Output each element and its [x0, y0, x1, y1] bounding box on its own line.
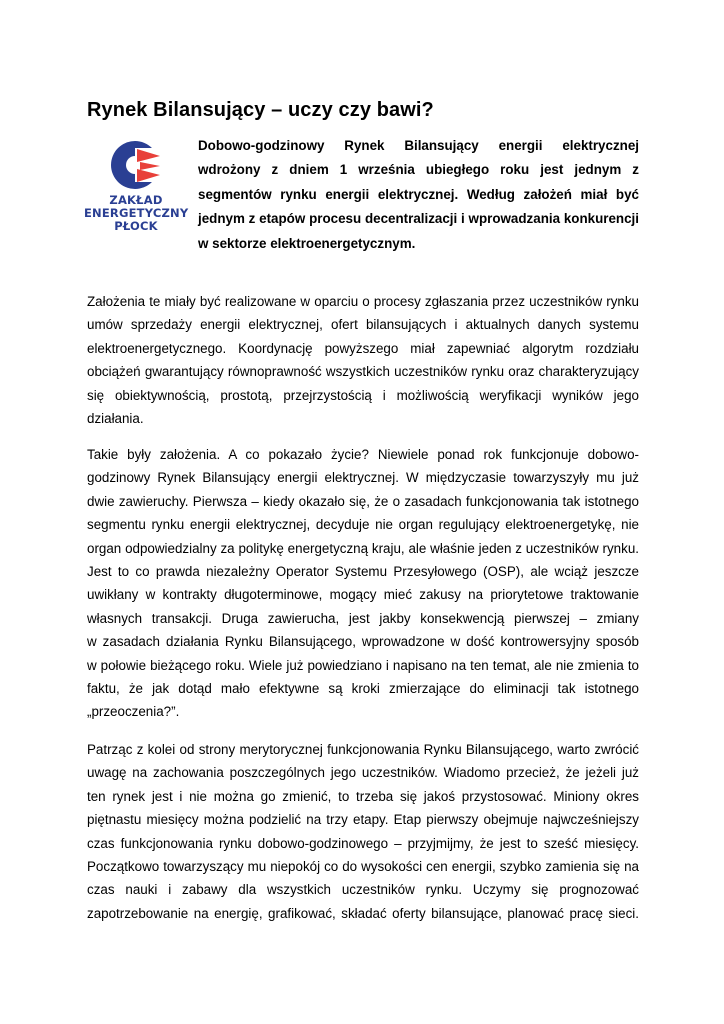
text-line: segmentu rynku energii elektrycznej, decyduje nie organ regulujący elektroenergetykę, nie — [87, 517, 639, 533]
body-paragraph-2 — [87, 443, 639, 724]
text-line: elektroenergetycznego. Koordynację powyższego miał zapewniać algorytm rozdziału — [87, 340, 639, 356]
text-line: umów sprzedaży energii elektrycznej, ofert bilansujących i aktualnych danych systemu — [87, 317, 639, 333]
text-line: Patrząc z kolei od strony merytorycznej funkcjonowania Rynku Bilansującego, warto zwrócić — [87, 742, 639, 757]
lead-paragraph — [198, 134, 639, 256]
text-line: godzinowy Rynek Bilansujący energii elektrycznej. W międzyczasie towarzyszyły mu już — [87, 470, 639, 486]
lead-line: wdrożony z dniem 1 września ubiegłego roku jest jednym z — [198, 162, 639, 178]
lead-line: w sektorze elektroenergetycznym. — [198, 235, 416, 251]
logo-mark-icon — [110, 138, 162, 192]
text-line: własnych transakcji. Druga zawierucha, jest jakby konsekwencją pierwszej – zmiany — [87, 610, 639, 626]
lead-line: Dobowo-godzinowy Rynek Bilansujący energii elektrycznej — [198, 138, 639, 153]
text-line: ten rynek jest i nie można go zmienić, to trzeba się jakoś przystosować. Miniony okres — [87, 788, 639, 804]
text-line: czas nauki i zabawy dla wszystkich uczestników rynku. Uczymy się prognozować — [87, 882, 639, 898]
text-line: czas funkcjonowania rynku dobowo-godzinowego – przyjmijmy, że jest to sześć miesięcy. — [87, 835, 639, 851]
company-logo — [84, 138, 188, 240]
text-line: Takie były założenia. A co pokazało życie? Niewiele ponad rok funkcjonuje dobowo- — [87, 447, 639, 462]
document-title: Rynek Bilansujący – uczy czy bawi? — [87, 99, 434, 121]
lead-line: jednym z etapów procesu decentralizacji i wprowadzania konkurencji — [198, 211, 639, 227]
text-line: faktu, że jak dotąd mało efektywne są kroki zmierzające do eliminacji tak istotnego — [87, 680, 639, 696]
text-line: Założenia te miały być realizowane w oparciu o procesy zgłaszania przez uczestników rynku — [87, 294, 639, 309]
logo-line-2: ENERGETYCZNY — [84, 206, 189, 220]
logo-line-1: ZAKŁAD — [109, 193, 163, 207]
body-paragraph-1 — [87, 290, 639, 430]
lead-line: segmentów rynku energii elektrycznej. Według założeń miał być — [198, 186, 639, 202]
text-line: uwikłany w kontrakty długoterminowe, mogący mieć zakusy na priorytetowe traktowanie — [87, 587, 639, 603]
logo-wordmark — [84, 194, 188, 233]
text-line: piętnastu miesięcy można podzielić na trzy etapy. Etap pierwszy obejmuje najwcześniejszy — [87, 812, 639, 828]
text-line: działania. — [87, 410, 144, 426]
text-line: organ odpowiedzialny za politykę energetyczną kraju, ale właśnie jeden z uczestników rynku. — [87, 540, 639, 556]
text-line: się obiektywnością, prostotą, przejrzystością i możliwością weryfikacji wyników jego — [87, 387, 639, 403]
text-line: zapotrzebowanie na energię, grafikować, składać oferty bilansujące, planować pracę sieci. — [87, 905, 639, 921]
text-line: Jest to co prawda niezależny Operator Systemu Przesyłowego (OSP), ale wciąż jeszcze — [87, 563, 639, 579]
logo-line-3: PŁOCK — [114, 219, 158, 233]
text-line: w połowie bieżącego roku. Wiele już powiedziano i napisano na ten temat, ale nie zmienia to — [87, 657, 639, 673]
text-line: „przeoczenia?”. — [87, 704, 180, 720]
text-line: uwagę na zachowania poszczególnych jego uczestników. Wiadomo przecież, że jeżeli już — [87, 765, 639, 781]
text-line: obciążeń gwarantujący równoprawność wszystkich uczestników rynku oraz charakteryzujący — [87, 364, 639, 380]
text-line: w zasadach działania Rynku Bilansującego, wprowadzone w dość kontrowersyjny sposób — [87, 634, 639, 650]
text-line: Początkowo towarzyszący mu niepokój co do wysokości cen energii, szybko zamienia się na — [87, 858, 639, 874]
body-paragraph-3 — [87, 738, 639, 925]
text-line: dwie zawieruchy. Pierwsza – kiedy okazało się, że o zasadach funkcjonowania tak istotnego — [87, 493, 639, 509]
